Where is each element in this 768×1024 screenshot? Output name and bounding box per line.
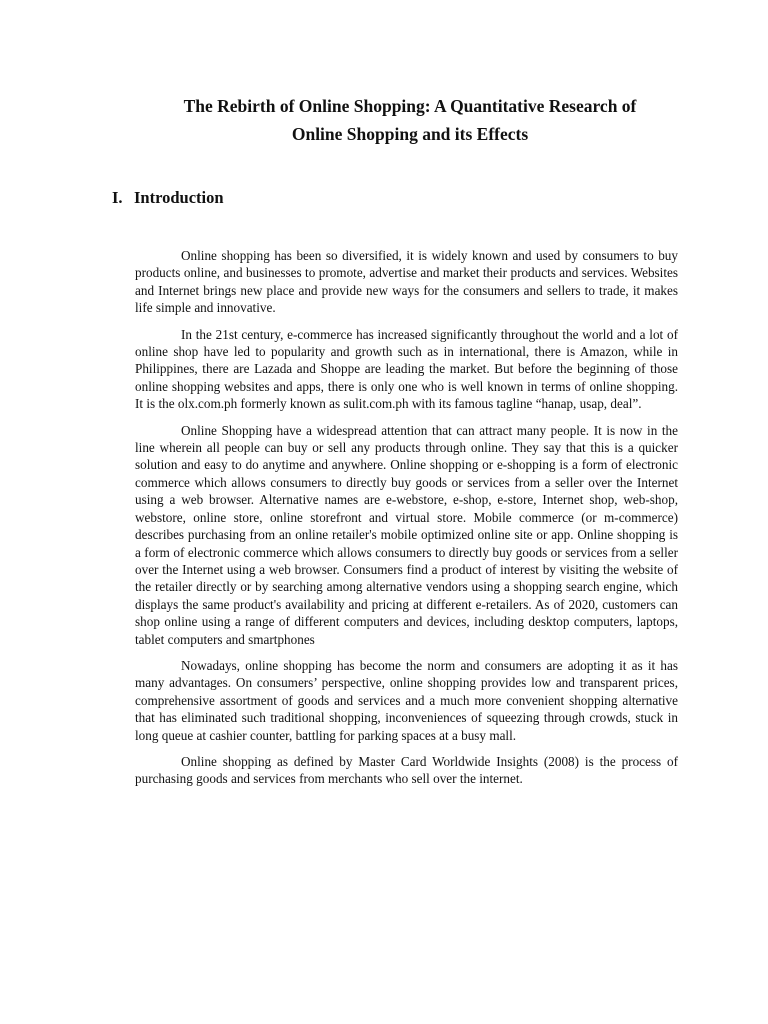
paragraph-3: Online Shopping have a widespread attention that can attract many people. It is now in the line wherein all people can buy or sell any products through online. They say that this is a quicker solution and easy to do anytime and anywhere. Online shopping or e-shopping is a form of electronic commerce which allows consumers to directly buy goods or services from a seller over the Internet using a web browser. Alternative names are e-webstore, e-shop, e-store, Internet shop, web-shop, webstore, online store, online storefront and virtual store. Mobile commerce (or m-commerce) describes purchasing from an online retailer's mobile optimized online site or app. Online shopping is a form of electronic commerce which allows consumers to directly buy goods or services from a seller over the Internet using a web browser. Consumers find a product of interest by visiting the website of the retailer directly or by searching among alternative vendors using a shopping search engine, which displays the same product's availability and pricing at different e-retailers. As of 2020, customers can shop online using a range of different computers and devices, including desktop computers, laptops, tablet computers and smartphones [135,422,678,647]
section-heading [112,186,224,210]
paragraph-2: In the 21st century, e-commerce has increased significantly throughout the world and a lot of online shop have led to popularity and growth such as in international, there is Amazon, while in Philippines, there are Lazada and Shoppe are leading the market. But before the beginning of those online shopping websites and apps, there is only one who is well known in terms of online shopping. It is the olx.com.ph formerly known as sulit.com.ph with its famous tagline “hanap, usap, deal”. [135,326,678,412]
section-number: I. [112,188,123,207]
paragraph-1: Online shopping has been so diversified, it is widely known and used by consumers to buy products online, and businesses to promote, advertise and market their products and services. Websites and Internet brings new place and provide new ways for the consumers and sellers to trade, it makes life simple and innovative. [135,248,678,316]
title-line-2: Online Shopping and its Effects [291,124,529,144]
document-title [100,92,720,148]
document-body [135,247,678,797]
section-title: Introduction [134,188,224,207]
title-line-1: The Rebirth of Online Shopping: A Quantitative Research of [183,96,637,116]
paragraph-5: Online shopping as defined by Master Card Worldwide Insights (2008) is the process of purchasing goods and services from merchants who sell over the internet. [135,753,678,787]
paragraph-4: Nowadays, online shopping has become the norm and consumers are adopting it as it has many advantages. On consumers’ perspective, online shopping provides low and transparent prices, comprehensive assortment of goods and services and a much more convenient shopping alternative that has eliminated such traditional shopping, inconveniences of squeezing through crowds, stuck in long queue at cashier counter, battling for parking spaces at a busy mall. [135,657,678,743]
